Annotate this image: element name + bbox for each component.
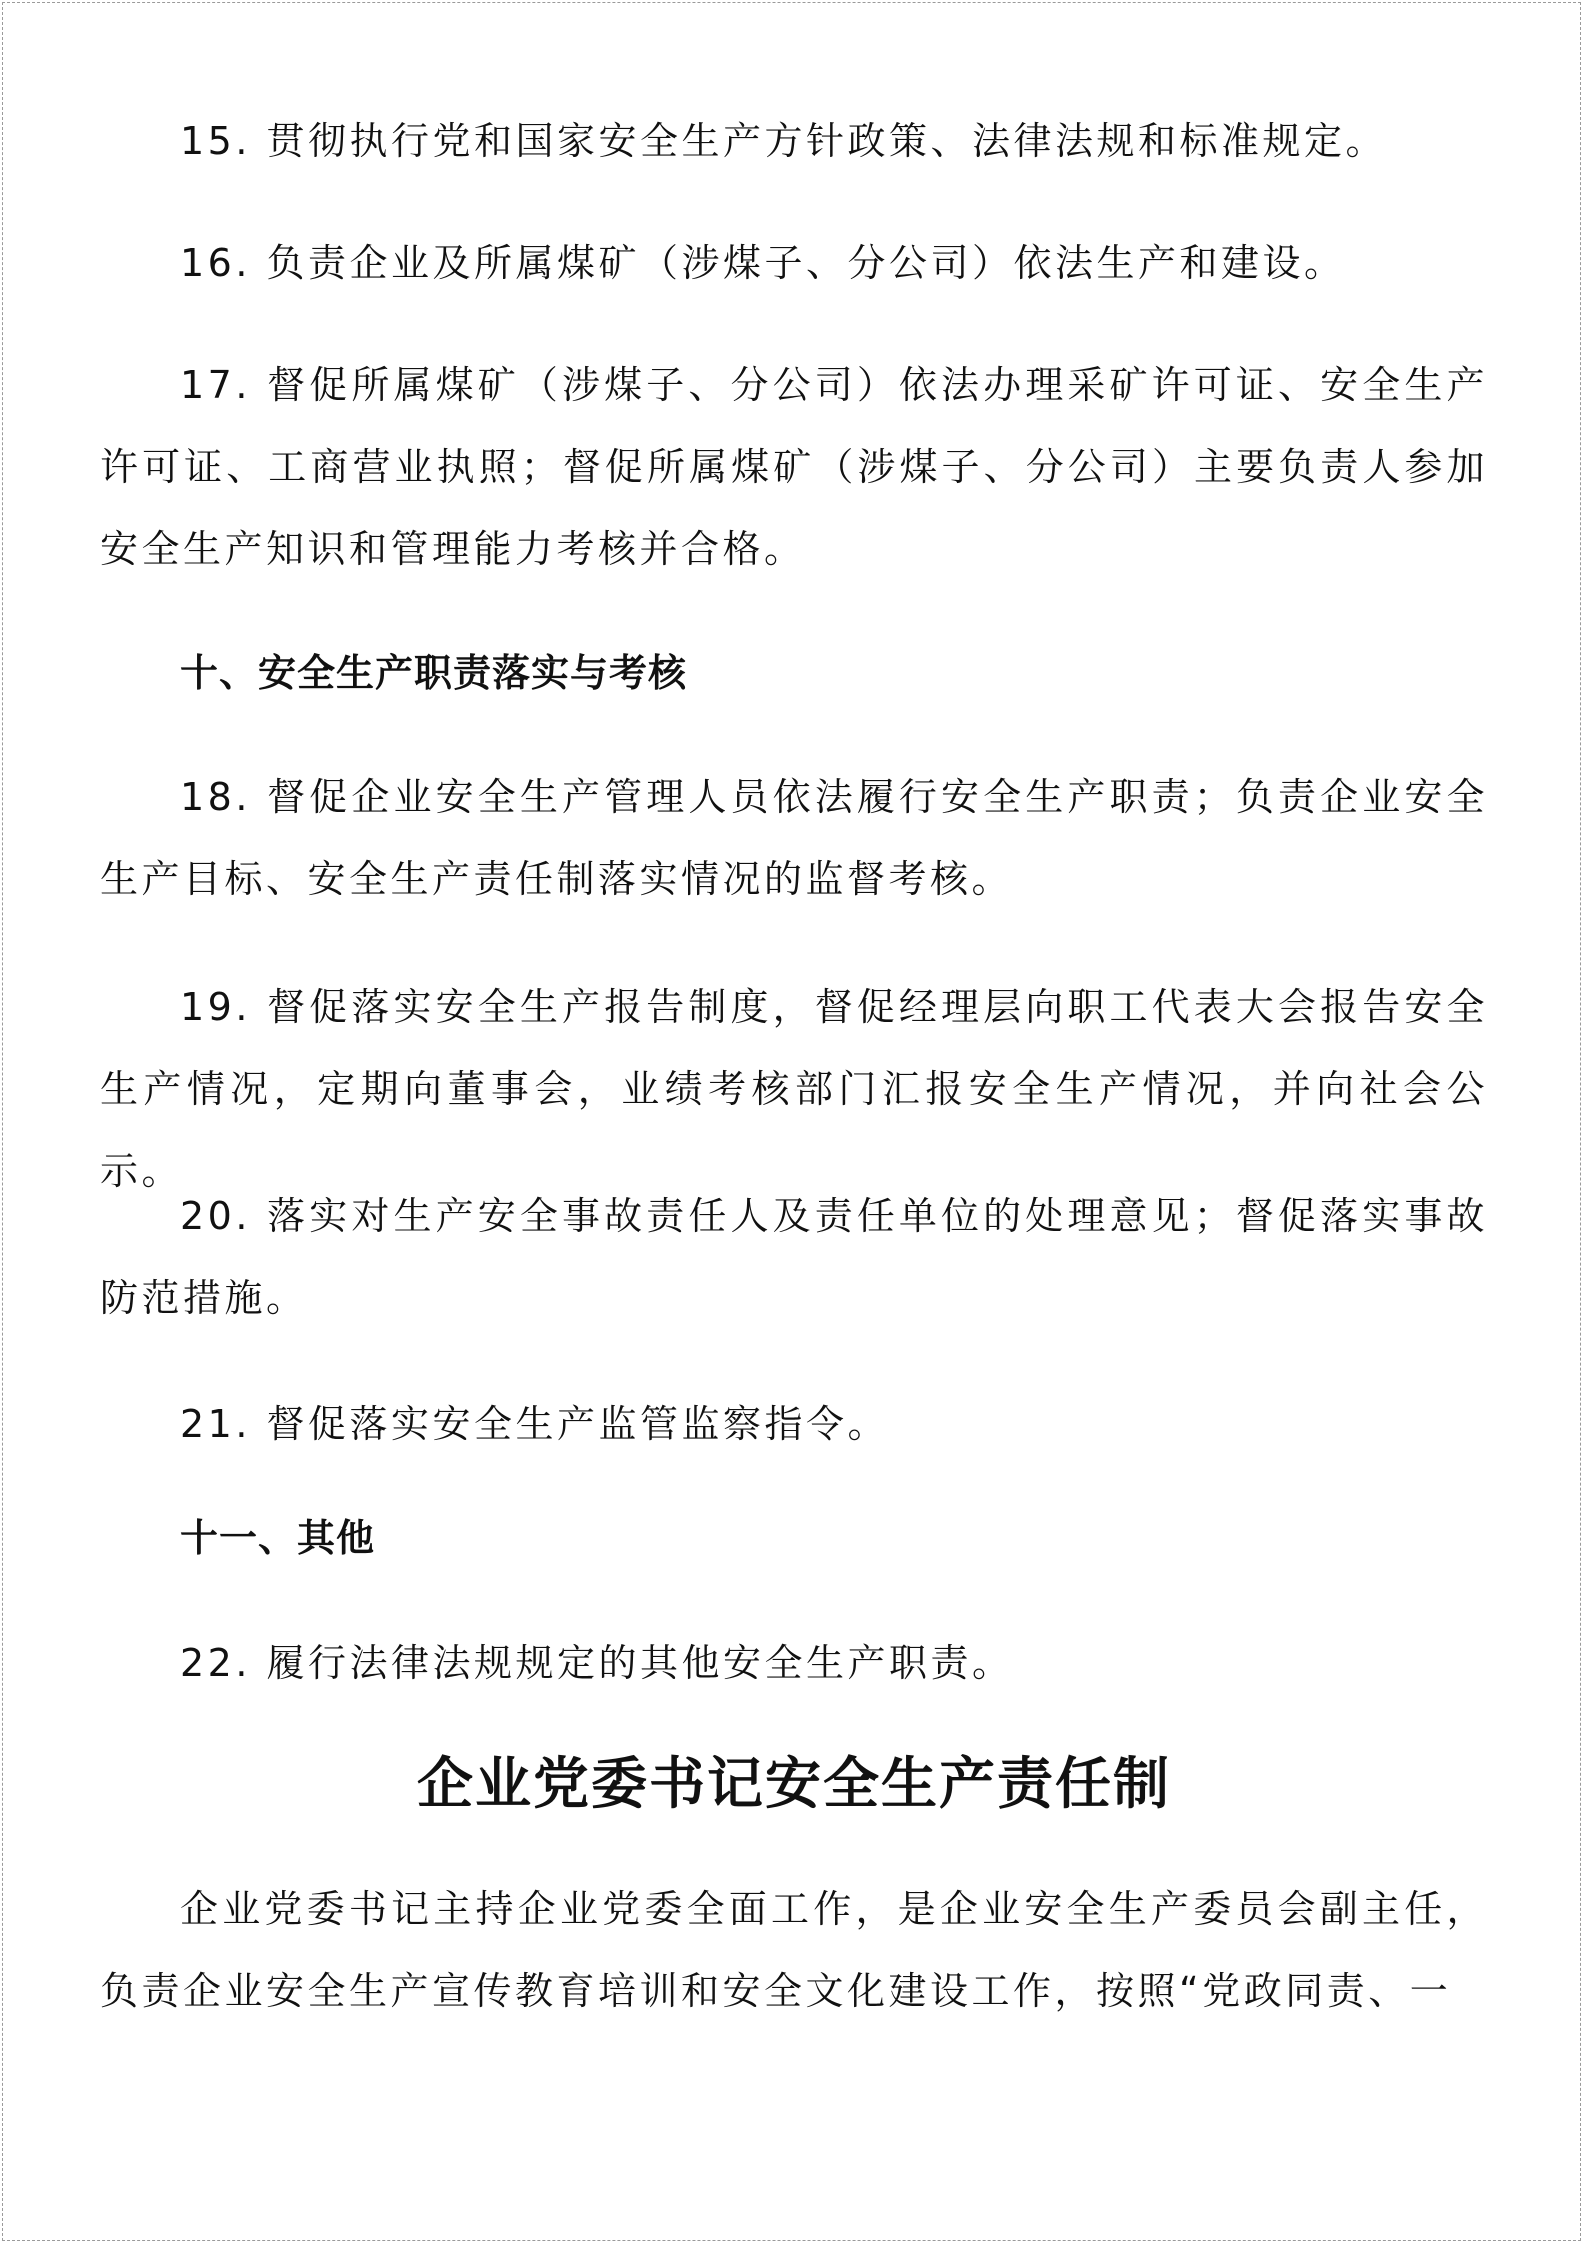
- item-20: 20. 落实对生产安全事故责任人及责任单位的处理意见；督促落实事故防范措施。: [100, 1194, 1488, 1320]
- item-15: 15. 贯彻执行党和国家安全生产方针政策、法律法规和标准规定。: [180, 119, 1388, 163]
- item-16: 16. 负责企业及所属煤矿（涉煤子、分公司）依法生产和建设。: [180, 241, 1346, 285]
- item-19: 19. 督促落实安全生产报告制度，督促经理层向职工代表大会报告安全生产情况，定期向董事会，业绩考核部门汇报安全生产情况，并向社会公示。: [100, 985, 1488, 1193]
- item-18: 18. 督促企业安全生产管理人员依法履行安全生产职责；负责企业安全生产目标、安全生产责任制落实情况的监督考核。: [100, 775, 1488, 901]
- intro-paragraph: 企业党委书记主持企业党委全面工作，是企业安全生产委员会副主任，负责企业安全生产宣传教育培训和安全文化建设工作，按照“党政同责、一: [100, 1887, 1488, 2013]
- section-heading-11: 十一、其他: [180, 1516, 376, 1560]
- section-heading-10: 十、安全生产职责落实与考核: [180, 651, 688, 695]
- item-22: 22. 履行法律法规规定的其他安全生产职责。: [180, 1641, 1014, 1685]
- document-title: 企业党委书记安全生产责任制: [417, 1752, 1171, 1817]
- item-17: 17. 督促所属煤矿（涉煤子、分公司）依法办理采矿许可证、安全生产许可证、工商营业执照；督促所属煤矿（涉煤子、分公司）主要负责人参加安全生产知识和管理能力考核并合格。: [100, 363, 1488, 571]
- item-21: 21. 督促落实安全生产监管监察指令。: [180, 1402, 890, 1446]
